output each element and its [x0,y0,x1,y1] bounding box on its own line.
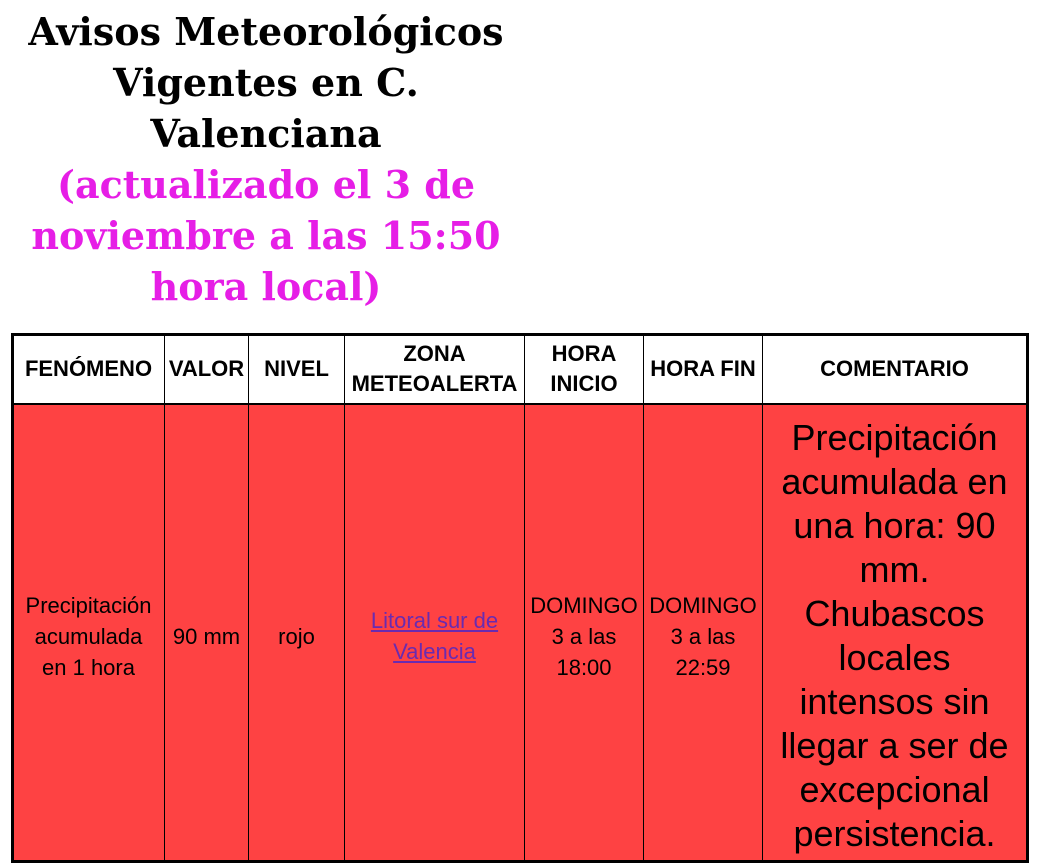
header-level: NIVEL [249,335,345,405]
warnings-table [12,334,1027,863]
title-line: Valenciana [150,111,382,156]
update-timestamp [24,159,508,312]
zone-link[interactable]: Litoral sur de Valencia [370,608,499,664]
header-end-time: HORA FIN [644,335,763,405]
header-phenomenon: FENÓMENO [13,335,165,405]
header-comment: COMENTARIO [763,335,1027,405]
table-header-row [13,335,1027,405]
cell-level: rojo [249,404,345,863]
title-line: Avisos Meteorológicos [28,9,504,54]
cell-zone [345,404,525,863]
cell-start-time: DOMINGO 3 a las 18:00 [525,404,644,863]
title-line: Vigentes en C. [113,60,419,105]
cell-comment: Precipitación acumulada en una hora: 90 mm. Chubascos locales intensos sin llegar a ser de excepcional persistencia. [763,404,1027,863]
page-header [0,6,532,312]
cell-end-time: DOMINGO 3 a las 22:59 [644,404,763,863]
warnings-table-frame [11,333,1029,863]
header-value: VALOR [165,335,249,405]
subtitle-line: noviembre a las 15:50 [31,213,501,258]
page-title [24,6,508,159]
cell-phenomenon: Precipitación acumulada en 1 hora [13,404,165,863]
header-zone: ZONA METEOALERTA [345,335,525,405]
subtitle-line: hora local) [150,264,382,309]
header-start-time: HORA INICIO [525,335,644,405]
table-row [13,404,1027,863]
subtitle-line: (actualizado el 3 de [56,162,476,207]
cell-value: 90 mm [165,404,249,863]
